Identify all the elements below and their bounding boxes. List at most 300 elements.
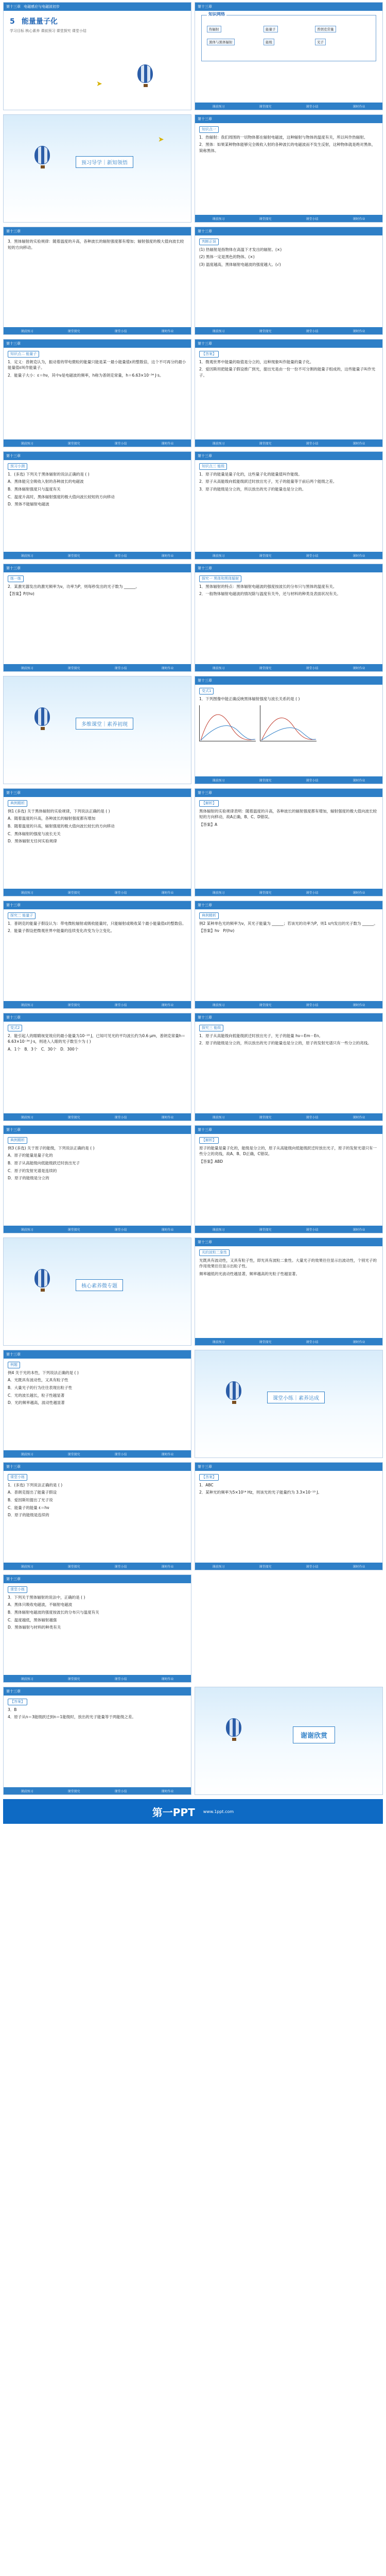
footer-nav-item[interactable]: 课前预习 xyxy=(212,1003,225,1007)
footer-nav-item[interactable]: 课堂小结 xyxy=(306,1003,319,1007)
slide-footer-nav xyxy=(195,552,382,559)
chapter-label: 第十三章 xyxy=(198,1128,212,1132)
slide-chip: 变式1 xyxy=(199,688,214,694)
slide-line: A．随着温度的升高，各种波长的辐射强度都有增加 xyxy=(8,816,96,821)
content-rows xyxy=(0,1460,386,1685)
footer-nav-item[interactable]: 课时作业 xyxy=(161,666,174,670)
slide-line: 4．原子从n＝3能级跃迁到n＝1能级时，放出的光子能量等于两能级之差。 xyxy=(8,1715,136,1720)
slide-header xyxy=(195,1463,382,1471)
curve-low-temp xyxy=(201,726,255,740)
footer-nav-item[interactable]: 课堂探究 xyxy=(259,1228,272,1232)
slide-header xyxy=(4,1013,191,1022)
slide-content xyxy=(195,451,383,560)
slide-content xyxy=(3,451,191,560)
footer-nav-item[interactable]: 课时作业 xyxy=(353,105,365,109)
slide-chip: 课堂小练 xyxy=(8,1474,27,1481)
footer-nav-item[interactable]: 课堂探究 xyxy=(67,1115,80,1120)
slide-body xyxy=(4,235,191,327)
lesson-title: 能量量子化 xyxy=(21,18,58,26)
footer-nav-item[interactable]: 课前预习 xyxy=(212,778,225,783)
slide-chip: 知识点二 能量子 xyxy=(8,351,39,358)
footer-nav-item[interactable]: 课前预习 xyxy=(212,329,225,333)
footer-nav-item[interactable]: 课堂探究 xyxy=(259,1340,272,1344)
slide-footer-nav xyxy=(4,1001,191,1008)
footer-nav-item[interactable]: 课前预习 xyxy=(21,1677,33,1681)
slide-header xyxy=(4,227,191,235)
slide-section-inquiry xyxy=(3,676,191,784)
slide-chip: 探究一 黑体和黑体辐射 xyxy=(199,575,241,582)
slide-chip: 【解析】 xyxy=(199,1137,219,1144)
footer-nav-item[interactable]: 课堂小结 xyxy=(114,666,127,670)
slide-chip: 例题 xyxy=(8,1362,20,1368)
row xyxy=(0,225,386,337)
footer-nav-item[interactable]: 课堂小结 xyxy=(306,1228,319,1232)
footer-nav-item[interactable]: 课时作业 xyxy=(161,329,174,333)
footer-nav-item[interactable]: 课堂小结 xyxy=(306,1565,319,1569)
slide-header xyxy=(4,789,191,797)
slide-line: 1．微观世界中能量的取值是分立的，这种现象叫作能量的量子化。 xyxy=(199,359,314,364)
slide-body xyxy=(4,1471,191,1563)
slide-chip: 光的波粒二象性 xyxy=(199,1249,230,1256)
slide-content xyxy=(3,1462,191,1570)
slide-chip: 知识点一 xyxy=(199,126,219,133)
footer-nav-item[interactable]: 课堂小结 xyxy=(114,1003,127,1007)
slide-line: 2．某种光的频率为5×10¹⁴ Hz，则该光的光子能量约为 3.3×10⁻¹⁹ J。 xyxy=(199,1490,322,1495)
footer-nav-item[interactable]: 课堂小结 xyxy=(114,891,127,895)
slide-body xyxy=(4,797,191,889)
footer-nav-item[interactable]: 课前预习 xyxy=(21,329,33,333)
chapter-label: 第十三章 xyxy=(6,5,21,9)
footer-nav-item[interactable]: 课堂探究 xyxy=(67,442,80,446)
footer-nav-item[interactable]: 课时作业 xyxy=(353,1003,365,1007)
footer-nav-item[interactable]: 课前预习 xyxy=(21,891,33,895)
slide-chip: 【答案】 xyxy=(8,1699,27,1705)
chapter-label: 第十三章 xyxy=(6,229,21,233)
footer-nav-item[interactable]: 课堂探究 xyxy=(67,1677,80,1681)
footer-nav-item[interactable]: 课时作业 xyxy=(353,1228,365,1232)
footer-nav-item[interactable]: 课堂小结 xyxy=(306,891,319,895)
slide-footer-nav xyxy=(195,327,382,334)
slide-header xyxy=(4,901,191,909)
chapter-label: 第十三章 xyxy=(6,903,21,907)
slide-header xyxy=(195,452,382,460)
row xyxy=(0,1348,386,1460)
slide-body xyxy=(195,909,382,1001)
footer-nav-item[interactable]: 课堂探究 xyxy=(259,1565,272,1569)
footer-nav-item[interactable]: 课时作业 xyxy=(161,1677,174,1681)
brand-caption: www.1ppt.com xyxy=(203,1809,234,1814)
slide-chip: 变式2 xyxy=(8,1025,22,1031)
footer-nav-item[interactable]: 课前预习 xyxy=(21,442,33,446)
footer-nav-item[interactable]: 课堂小结 xyxy=(114,442,127,446)
chapter-label: 第十三章 xyxy=(198,1465,212,1469)
section-banner: 核心素养微专题 xyxy=(76,1279,123,1291)
footer-nav-item[interactable]: 课时作业 xyxy=(161,1452,174,1456)
slide-line: 3．黑体辐射的实验规律：随着温度的升高，各种波长的辐射强度都有增加；辐射强度的极大值向波长较短的方向移动。 xyxy=(8,239,184,250)
slide-line: D．原子的能级是分立的 xyxy=(8,1176,49,1181)
slide-content xyxy=(195,1125,383,1233)
slide-line: A．普朗克提出了能量子假设 xyxy=(8,1490,57,1495)
slide-body xyxy=(195,1022,382,1113)
slide-footer-nav xyxy=(4,327,191,334)
footer-nav-item[interactable]: 课前预习 xyxy=(21,1115,33,1120)
chapter-label: 第十三章 xyxy=(6,454,21,458)
slide-footer-nav xyxy=(195,1338,382,1345)
slide-title xyxy=(3,2,191,110)
slide-chip: 练一练 xyxy=(8,575,24,582)
footer-nav-item[interactable]: 课堂小结 xyxy=(306,1115,319,1120)
slide-body xyxy=(195,348,382,439)
slide-header xyxy=(195,115,382,123)
footer-nav-item[interactable]: 课前预习 xyxy=(21,1789,33,1793)
slide-line: 3．原子的能级是分立的，所以放出的光子的能量也是分立的。 xyxy=(199,487,306,492)
slide-line: B．爱因斯坦提出了光子说 xyxy=(8,1498,53,1503)
footer-nav-item[interactable]: 课堂探究 xyxy=(67,1003,80,1007)
footer-nav-item[interactable]: 课时作业 xyxy=(353,1340,365,1344)
slide-header xyxy=(195,564,382,572)
outline-box: 能量子 xyxy=(264,26,278,32)
slide-content xyxy=(195,1013,383,1121)
footer-nav-item[interactable]: 课堂探究 xyxy=(67,1228,80,1232)
footer-nav-item[interactable]: 课时作业 xyxy=(161,891,174,895)
footer-nav-item[interactable]: 课前预习 xyxy=(212,666,225,670)
footer-nav-item[interactable]: 课堂探究 xyxy=(259,217,272,221)
chapter-label: 第十三章 xyxy=(6,342,21,346)
footer-nav-item[interactable]: 课堂探究 xyxy=(259,891,272,895)
slide-line: B．随着温度的升高，辐射强度的极大值向波长较长的方向移动 xyxy=(8,824,115,829)
footer-nav-item[interactable]: 课堂探究 xyxy=(67,1565,80,1569)
slide-footer-nav xyxy=(195,664,382,671)
chapter-title: 电磁感应与电磁波初步 xyxy=(24,5,60,9)
slide-chip: 判断正误 xyxy=(199,239,219,245)
section-banner: 课堂小练｜素养达成 xyxy=(267,1392,325,1403)
slide-line: 1．普朗克的能量子假设认为：带电微粒辐射或吸收能量时，只能辐射或吸收某个最小能量值ε的整数倍。 xyxy=(8,921,186,926)
curve-low-temp xyxy=(261,728,316,741)
slide-body xyxy=(4,1359,191,1450)
hot-air-balloon-icon xyxy=(226,1381,241,1400)
slide-content xyxy=(3,788,191,896)
outline-box: 光子 xyxy=(315,39,326,45)
slide-header xyxy=(4,564,191,572)
slide-line: 【答案】A xyxy=(199,822,218,827)
slide-footer-nav xyxy=(195,103,382,110)
slide-footer-nav xyxy=(4,1563,191,1570)
footer-nav-item[interactable]: 课前预习 xyxy=(21,1228,33,1232)
outline-box: 普朗克常量 xyxy=(315,26,336,32)
footer-nav-item[interactable]: 课前预习 xyxy=(212,1228,225,1232)
paper-plane-icon: ➤ xyxy=(96,80,102,88)
slide-line: D．黑体不能辐射电磁波 xyxy=(8,502,49,507)
slide-outline xyxy=(195,2,383,110)
footer-nav-item[interactable]: 课时作业 xyxy=(161,554,174,558)
slide-line: B．黑体辐射电磁波的强度按波长的分布只与温度有关 xyxy=(8,1610,99,1615)
slide-section-preview xyxy=(3,114,191,223)
slide-header xyxy=(4,1463,191,1471)
footer-nav-item[interactable]: 课堂探究 xyxy=(67,891,80,895)
slide-body xyxy=(195,1246,382,1338)
slide-chart xyxy=(195,676,383,784)
footer-nav-item[interactable]: 课堂小结 xyxy=(306,105,319,109)
slide-line: 2．能引起人的眼睛视觉效应的最小能量为10⁻¹⁸ J，已知可见光的平均波长约为0.6 μm，普朗克常量h＝6.63×10⁻³⁴ J·s，则进入人眼的光子数至少为 ( ) xyxy=(8,1033,186,1044)
slide-thanks xyxy=(195,1687,383,1795)
slide-content xyxy=(3,564,191,672)
slide-line: 1．下列图像中能正确反映黑体辐射强度与波长关系的是 ( ) xyxy=(199,696,300,701)
slide-content xyxy=(3,1125,191,1233)
slide-header xyxy=(195,789,382,797)
title-block xyxy=(4,11,191,39)
chapter-label: 第十三章 xyxy=(198,679,212,683)
lesson-subtitle: 学习目标 核心素养 课前预习 课堂探究 课堂小结 xyxy=(10,29,86,33)
slide-line: 1．热辐射：我们周围的一切物体都在辐射电磁波，这种辐射与物体的温度有关，所以叫作热辐射。 xyxy=(199,134,368,140)
radiation-curve-chart xyxy=(199,705,256,741)
footer-nav-item[interactable]: 课堂小结 xyxy=(114,1677,127,1681)
brand-logo: 第一PPT xyxy=(152,1806,195,1819)
slide-footer-nav xyxy=(195,1226,382,1233)
slide-header xyxy=(195,676,382,685)
chapter-label: 第十三章 xyxy=(6,1128,21,1132)
footer-nav-item[interactable]: 课堂探究 xyxy=(259,666,272,670)
slide-footer-nav xyxy=(195,215,382,222)
hot-air-balloon-icon xyxy=(34,707,50,726)
slide-chip: 典例精析 xyxy=(199,912,219,919)
chapter-label: 第十三章 xyxy=(198,1015,212,1020)
slide-line: 例1 (多选) 关于黑体辐射的实验规律，下列说法正确的是 ( ) xyxy=(8,808,110,814)
thanks-banner: 谢谢欣赏 xyxy=(293,1726,335,1743)
slide-header xyxy=(195,1013,382,1022)
slide-header xyxy=(4,452,191,460)
slide-chip: 【解析】 xyxy=(199,800,219,807)
slide-footer-nav xyxy=(4,1787,191,1794)
slide-line: A．1个 B．3个 C．30个 D．300个 xyxy=(8,1047,79,1052)
footer-nav-item[interactable]: 课堂小结 xyxy=(306,554,319,558)
slide-line: 黑体辐射的实验规律表明：随着温度的升高，各种波长的辐射强度都有增加，辐射强度的极大值向波长较短的方向移动，故A正确，B、C、D错误。 xyxy=(199,808,377,820)
slide-line: 【答案】P/(hν) xyxy=(8,591,34,597)
slide-content xyxy=(195,788,383,896)
chapter-label: 第十三章 xyxy=(6,1577,21,1581)
footer-nav-item[interactable]: 课堂探究 xyxy=(259,329,272,333)
slide-line: 2．黑体：如果某种物体能够完全吸收入射的各种波长的电磁波而不发生反射，这种物体就是绝对黑体，简称黑体。 xyxy=(199,142,376,154)
slide-body xyxy=(4,1134,191,1226)
footer-nav-item[interactable]: 课时作业 xyxy=(353,329,365,333)
content-rows xyxy=(0,225,386,674)
chapter-label: 第十三章 xyxy=(198,5,212,9)
footer-nav-item[interactable]: 课前预习 xyxy=(212,1340,225,1344)
slide-line: B．原子从高能级向低能级跃迁时放出光子 xyxy=(8,1161,80,1166)
footer-nav-item[interactable]: 课堂小结 xyxy=(306,217,319,221)
footer-nav-item[interactable]: 课时作业 xyxy=(161,1565,174,1569)
row xyxy=(0,112,386,225)
slide-line: 1．ABC xyxy=(199,1482,214,1487)
chapter-label: 第十三章 xyxy=(198,117,212,121)
footer-nav-item[interactable]: 课堂探究 xyxy=(259,442,272,446)
slide-line: B．黑体辐射强度只与温度有关 xyxy=(8,487,61,492)
slide-content xyxy=(3,901,191,1009)
radiation-curve-svg xyxy=(200,705,256,741)
radiation-curve-chart xyxy=(260,705,317,741)
slide-line: 1．(多选) 下列关于黑体辐射的说法正确的是 ( ) xyxy=(8,471,90,477)
paper-plane-icon: ➤ xyxy=(158,135,164,144)
footer-nav-item[interactable]: 课堂小结 xyxy=(114,554,127,558)
footer-nav-item[interactable]: 课堂小结 xyxy=(114,1452,127,1456)
footer-nav-item[interactable]: 课堂小结 xyxy=(306,778,319,783)
row xyxy=(0,1572,386,1685)
footer-nav-item[interactable]: 课时作业 xyxy=(353,1115,365,1120)
slide-content xyxy=(195,564,383,672)
slide-line: D．黑体辐射无任何实验规律 xyxy=(8,839,57,844)
footer-nav-item[interactable]: 课时作业 xyxy=(353,1565,365,1569)
slide-line: 3．B xyxy=(8,1707,17,1712)
row xyxy=(0,562,386,674)
footer-nav-item[interactable]: 课堂探究 xyxy=(259,1003,272,1007)
footer-nav-item[interactable]: 课堂小结 xyxy=(114,1565,127,1569)
slide-line: C．能量子的能量 ε＝hν xyxy=(8,1505,49,1510)
slide-footer-nav xyxy=(4,1226,191,1233)
slide-line: 1．(多选) 下列说法正确的是 ( ) xyxy=(8,1482,63,1487)
slide-line: A．黑体只吸收电磁波，不辐射电磁波 xyxy=(8,1602,73,1607)
footer-nav-item[interactable]: 课堂探究 xyxy=(259,105,272,109)
footer-nav-item[interactable]: 课堂小结 xyxy=(306,329,319,333)
slide-header xyxy=(4,1126,191,1134)
footer-nav-item[interactable]: 课时作业 xyxy=(353,891,365,895)
footer-nav-item[interactable]: 课堂小结 xyxy=(306,666,319,670)
slide-line: A．黑体能完全吸收入射的各种波长的电磁波 xyxy=(8,479,84,484)
chapter-label: 第十三章 xyxy=(198,791,212,795)
slide-header xyxy=(195,1126,382,1134)
slide-header xyxy=(195,227,382,235)
chapter-label: 第十三章 xyxy=(198,229,212,233)
slide-content xyxy=(3,1574,191,1683)
slide-content xyxy=(3,1350,191,1458)
slide-body xyxy=(195,797,382,889)
slide-footer-nav xyxy=(4,1113,191,1121)
footer-nav-item[interactable]: 课堂小结 xyxy=(114,329,127,333)
slide-footer-nav xyxy=(195,1001,382,1008)
footer-nav-item[interactable]: 课堂小结 xyxy=(114,1789,127,1793)
footer-nav-item[interactable]: 课时作业 xyxy=(161,1789,174,1793)
footer-nav-item[interactable]: 课前预习 xyxy=(21,1565,33,1569)
footer-nav-item[interactable]: 课前预习 xyxy=(21,1452,33,1456)
slide-footer-nav xyxy=(195,1563,382,1570)
footer-nav-item[interactable]: 课时作业 xyxy=(161,442,174,446)
slide-footer-nav xyxy=(195,776,382,784)
slide-content xyxy=(195,227,383,335)
slide-chip: 探究三 能级 xyxy=(199,1025,223,1031)
footer-nav-item[interactable]: 课前预习 xyxy=(212,442,225,446)
footer-nav-item[interactable]: 课前预习 xyxy=(212,105,225,109)
footer-nav-item[interactable]: 课前预习 xyxy=(21,1003,33,1007)
row xyxy=(0,899,386,1011)
slide-content xyxy=(195,1462,383,1570)
slide-line: 【答案】ABD xyxy=(199,1159,223,1164)
footer-nav-item[interactable]: 课前预习 xyxy=(212,891,225,895)
slide-content xyxy=(195,901,383,1009)
slide-footer-nav xyxy=(195,1113,382,1121)
footer-nav-item[interactable]: 课堂探究 xyxy=(259,778,272,783)
slide-line: B．大量光子的行为往往表现出粒子性 xyxy=(8,1385,73,1391)
slide-line: C．光的波长越长，粒子性越显著 xyxy=(8,1393,65,1398)
slide-line: 频率越低的光波动性越显著，频率越高的光粒子性越显著。 xyxy=(199,1272,300,1277)
footer-nav-item[interactable]: 课堂探究 xyxy=(67,1452,80,1456)
footer-nav-item[interactable]: 课堂小结 xyxy=(114,1115,127,1120)
footer-nav-item[interactable]: 课时作业 xyxy=(161,1003,174,1007)
slide-footer-nav xyxy=(4,889,191,896)
slide-header xyxy=(195,3,382,11)
footer-nav-item[interactable]: 课前预习 xyxy=(212,554,225,558)
slide-header xyxy=(4,1575,191,1583)
chapter-label: 第十三章 xyxy=(6,791,21,795)
footer-nav-item[interactable]: 课前预习 xyxy=(212,1115,225,1120)
slide-header xyxy=(4,340,191,348)
slide-line: 例3 (多选) 关于原子的能级，下列说法正确的是 ( ) xyxy=(8,1145,95,1150)
footer-nav-item[interactable]: 课前预习 xyxy=(212,1565,225,1569)
footer-nav-item[interactable]: 课堂探究 xyxy=(259,1115,272,1120)
footer-nav-item[interactable]: 课堂探究 xyxy=(67,554,80,558)
footer-nav-item[interactable]: 课时作业 xyxy=(353,666,365,670)
slide-content xyxy=(195,339,383,447)
slide-body xyxy=(195,685,382,776)
slide-body xyxy=(4,1022,191,1113)
slide-line: 3．下列关于黑体辐射的说法中，正确的是 ( ) xyxy=(8,1595,85,1600)
footer-nav-item[interactable]: 课前预习 xyxy=(21,554,33,558)
slide-content xyxy=(3,339,191,447)
slide-line: 【答案】hν P/(hν) xyxy=(199,928,235,934)
footer-nav-item[interactable]: 课时作业 xyxy=(353,217,365,221)
footer-nav-item[interactable]: 课堂小结 xyxy=(306,1340,319,1344)
curve-high-temp xyxy=(201,715,255,740)
slide-body xyxy=(4,348,191,439)
chapter-label: 第十三章 xyxy=(6,1015,21,1020)
slide-footer-nav xyxy=(4,1450,191,1458)
footer-nav-item[interactable]: 课时作业 xyxy=(161,1115,174,1120)
row xyxy=(0,1235,386,1348)
footer-nav-item[interactable]: 课时作业 xyxy=(353,442,365,446)
outline-box: 能级 xyxy=(264,39,274,45)
slide-chip: 典例精析 xyxy=(8,1137,27,1144)
footer-nav-item[interactable]: 课前预习 xyxy=(212,217,225,221)
slide-content xyxy=(3,227,191,335)
chapter-label: 第十三章 xyxy=(198,454,212,458)
footer-nav-item[interactable]: 课堂探究 xyxy=(67,1789,80,1793)
footer-nav-item[interactable]: 课时作业 xyxy=(161,1228,174,1232)
section-banner: 多维课堂｜素养初现 xyxy=(76,718,133,730)
slide-line: 2．一般物体辐射电磁波的情况除与温度有关外，还与材料的种类及表面状况有关。 xyxy=(199,591,341,597)
slide-header xyxy=(195,1238,382,1246)
slide-body xyxy=(195,572,382,664)
footer-nav-item[interactable]: 课堂探究 xyxy=(259,554,272,558)
footer-nav-item[interactable]: 课堂探究 xyxy=(67,329,80,333)
hot-air-balloon-icon xyxy=(137,64,153,83)
slide-line: C．温度越低，黑体辐射越强 xyxy=(8,1617,57,1622)
brand-banner[interactable] xyxy=(3,1799,383,1824)
slide-header xyxy=(4,3,191,11)
footer-nav-item[interactable]: 课堂小结 xyxy=(306,442,319,446)
footer-nav-item[interactable]: 课堂探究 xyxy=(67,666,80,670)
slide-body xyxy=(195,1134,382,1226)
footer-nav-item[interactable]: 课前预习 xyxy=(21,666,33,670)
footer-nav-item[interactable]: 课时作业 xyxy=(353,778,365,783)
footer-nav-item[interactable]: 课时作业 xyxy=(353,554,365,558)
slide-line: (3) 温度越高，黑体辐射电磁波的强度越大。(√) xyxy=(199,262,281,267)
slide-body xyxy=(4,572,191,664)
slide-header xyxy=(195,901,382,909)
row xyxy=(0,786,386,899)
slide-content xyxy=(195,1238,383,1346)
slide-line: 1．原子的能量是量子化的，这些量子化的能量值叫作能级。 xyxy=(199,471,302,477)
footer-nav-item[interactable]: 课堂小结 xyxy=(114,1228,127,1232)
slide-line: C．黑体辐射的强度与波长无关 xyxy=(8,831,61,836)
slide-chip: 【答案】 xyxy=(199,351,219,358)
slide-chip: 探究二 能量子 xyxy=(8,912,36,919)
